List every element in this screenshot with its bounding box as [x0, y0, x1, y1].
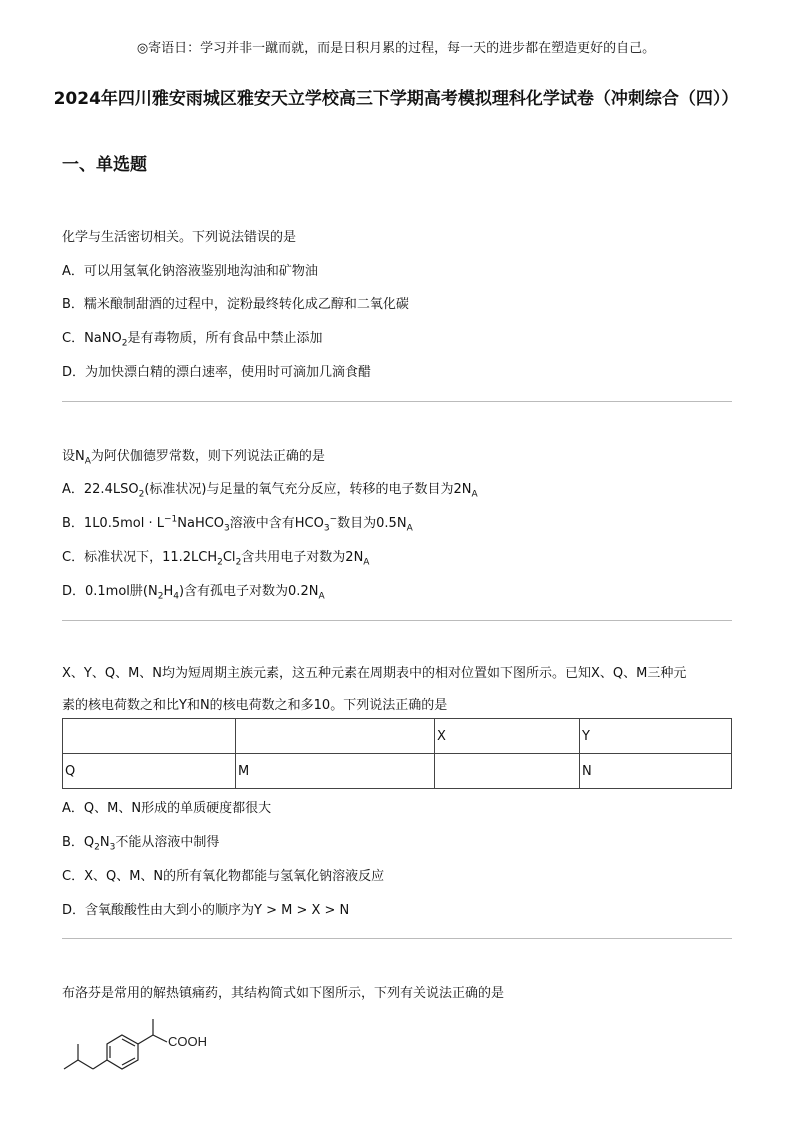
text: 数目为0.5N: [337, 516, 407, 531]
text: D．0.1mol肼(N: [62, 584, 158, 599]
section-heading: 一、单选题: [62, 155, 147, 175]
text: C．标准状况下，11.2LCH: [62, 550, 218, 565]
q1-option-a[interactable]: A．可以用氢氧化钠溶液鉴别地沟油和矿物油: [62, 264, 318, 279]
page-title: 2024年四川雅安雨城区雅安天立学校高三下学期高考模拟理科化学试卷（冲刺综合（四））: [53, 89, 739, 109]
subscript: 3: [323, 523, 330, 534]
text: 不能从溶液中制得: [115, 835, 220, 850]
text: H: [163, 584, 174, 599]
table-cell: Q: [63, 754, 236, 789]
table-cell: N: [580, 754, 732, 789]
subscript: A: [318, 591, 325, 602]
q1-stem: 化学与生活密切相关。下列说法错误的是: [62, 230, 297, 245]
table-cell: M: [236, 754, 435, 789]
subscript: A: [363, 557, 370, 568]
divider: [62, 938, 732, 939]
table-row: [63, 719, 732, 754]
text: B．Q: [62, 835, 95, 850]
subscript: A: [471, 489, 478, 500]
text: Cl: [222, 550, 236, 565]
subscript: A: [406, 523, 413, 534]
subscript: 2: [94, 842, 100, 853]
table-row: [63, 754, 732, 789]
q3-option-b[interactable]: [62, 831, 219, 853]
q1-option-d[interactable]: D．为加快漂白精的漂白速率，使用时可滴加几滴食醋: [62, 365, 372, 380]
divider: [62, 620, 732, 621]
text: 含共用电子对数为2N: [241, 550, 364, 565]
text: (标准状况)与足量的氧气充分反应，转移的电子数目为2N: [144, 482, 472, 497]
superscript: −: [329, 514, 338, 525]
q2-option-c[interactable]: [62, 546, 369, 568]
q3-option-a[interactable]: A．Q、M、N形成的单质硬度都很大: [62, 801, 272, 816]
table-cell: [63, 719, 236, 754]
text: 是有毒物质，所有食品中禁止添加: [127, 331, 323, 346]
motto: ◎寄语日：学习并非一蹴而就，而是日积月累的过程，每一天的进步都在塑造更好的自己。: [136, 41, 656, 56]
text: 溶液中含有HCO: [229, 516, 324, 531]
subscript: 2: [138, 489, 145, 500]
q3-stem-line1: X、Y、Q、M、N均为短周期主族元素，这五种元素在周期表中的相对位置如下图所示。已知X、Q、M三种元: [62, 666, 687, 681]
q1-option-c[interactable]: [62, 327, 322, 349]
text: C．NaNO: [62, 331, 122, 346]
subscript: A: [84, 456, 91, 467]
text: A．22.4LSO: [62, 482, 139, 497]
molecule-bonds: [64, 1019, 167, 1069]
q3-option-c[interactable]: C．X、Q、M、N的所有氧化物都能与氢氧化钠溶液反应: [62, 869, 385, 884]
superscript: −1: [163, 514, 178, 525]
subscript: 2: [217, 557, 223, 568]
subscript: 2: [121, 338, 128, 349]
divider: [62, 401, 732, 402]
text: )含有孤电子对数为0.2N: [178, 584, 319, 599]
q3-stem-line2: 素的核电荷数之和比Y和N的核电荷数之和多10。下列说法正确的是: [62, 698, 448, 713]
q2-option-d[interactable]: [62, 580, 325, 602]
subscript: 4: [173, 591, 179, 602]
q2-option-a[interactable]: [62, 478, 478, 500]
text: 设N: [62, 449, 85, 464]
periodic-position-table: [62, 718, 732, 789]
q3-option-d[interactable]: D．含氧酸酸性由大到小的顺序为Y > M > X > N: [62, 903, 350, 918]
subscript: 2: [157, 591, 164, 602]
subscript: 2: [235, 557, 242, 568]
table-cell: X: [435, 719, 580, 754]
table-cell: Y: [580, 719, 732, 754]
subscript: 3: [109, 842, 116, 853]
text: NaHCO: [177, 516, 225, 531]
q2-option-b[interactable]: [62, 512, 413, 534]
text: B．1L0.5mol · L: [62, 516, 164, 531]
table-cell: [435, 754, 580, 789]
cooh-label: COOH: [168, 1034, 207, 1049]
text: N: [99, 835, 110, 850]
q2-stem: [62, 445, 325, 467]
q1-option-b[interactable]: B．糯米酿制甜酒的过程中，淀粉最终转化成乙醇和二氧化碳: [62, 297, 409, 312]
ibuprofen-structure: [60, 1005, 240, 1077]
q4-stem: 布洛芬是常用的解热镇痛药，其结构简式如下图所示，下列有关说法正确的是: [62, 986, 505, 1001]
text: 为阿伏伽德罗常数，则下列说法正确的是: [90, 449, 325, 464]
subscript: 3: [224, 523, 230, 534]
table-cell: [236, 719, 435, 754]
